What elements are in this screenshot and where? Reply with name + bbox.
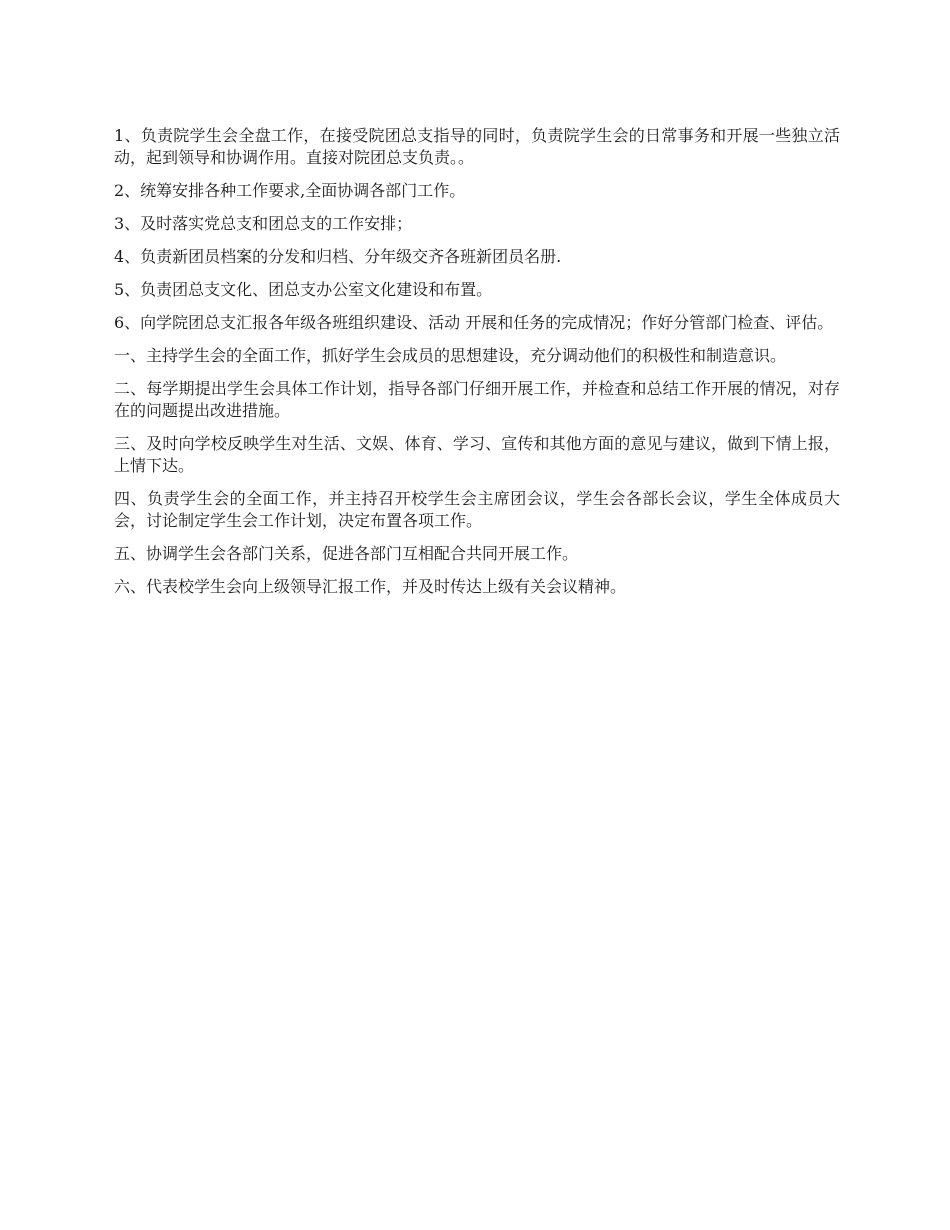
paragraph-item-two: 二、每学期提出学生会具体工作计划，指导各部门仔细开展工作，并检查和总结工作开展的情况，对存在的问题提出改进措施。 <box>114 379 840 420</box>
paragraph-item-six: 六、代表校学生会向上级领导汇报工作，并及时传达上级有关会议精神。 <box>114 577 627 596</box>
paragraph-duty-2: 2、统筹安排各种工作要求,全面协调各部门工作。 <box>114 181 466 200</box>
paragraph-duty-6: 6、向学院团总支汇报各年级各班组织建设、活动 开展和任务的完成情况；作好分管部门检查、评估。 <box>114 313 834 332</box>
paragraph-duty-1: 1、负责院学生会全盘工作，在接受院团总支指导的同时，负责院学生会的日常事务和开展一些独立活动，起到领导和协调作用。直接对院团总支负责。。 <box>114 126 840 167</box>
document-body <box>114 125 840 609</box>
paragraph-item-one: 一、主持学生会的全面工作，抓好学生会成员的思想建设，充分调动他们的积极性和制造意识。 <box>114 346 787 365</box>
paragraph-duty-4: 4、负责新团员档案的分发和归档、分年级交齐各班新团员名册. <box>114 247 562 266</box>
paragraph-duty-5: 5、负责团总支文化、团总支办公室文化建设和布置。 <box>114 280 493 299</box>
paragraph-item-five: 五、协调学生会各部门关系，促进各部门互相配合共同开展工作。 <box>114 544 579 563</box>
paragraph-item-four: 四、负责学生会的全面工作，并主持召开校学生会主席团会议，学生会各部长会议，学生全体成员大会，讨论制定学生会工作计划，决定布置各项工作。 <box>114 489 840 530</box>
paragraph-duty-3: 3、及时落实党总支和团总支的工作安排； <box>114 214 413 233</box>
paragraph-item-three: 三、及时向学校反映学生对生活、文娱、体育、学习、宣传和其他方面的意见与建议，做到下情上报，上情下达。 <box>114 434 840 475</box>
